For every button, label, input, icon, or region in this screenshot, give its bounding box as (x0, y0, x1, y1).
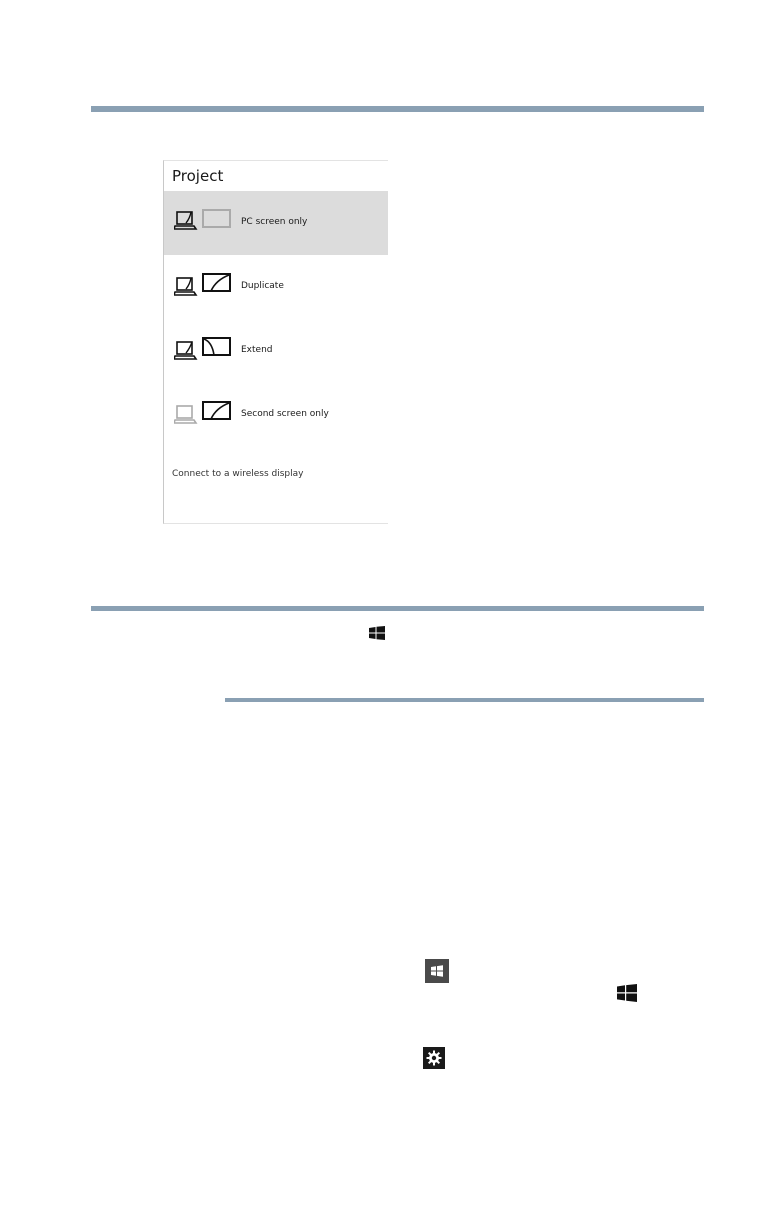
start-tile-icon (425, 959, 449, 983)
extend-icon (174, 336, 236, 369)
project-panel (163, 160, 388, 524)
connect-wireless-display-link[interactable]: Connect to a wireless display (172, 469, 304, 479)
option-label: Second screen only (241, 409, 329, 419)
option-label: PC screen only (241, 217, 308, 227)
option-second-screen-only[interactable] (164, 383, 388, 447)
settings-gear-icon (423, 1047, 445, 1069)
section-rule-top (91, 106, 704, 112)
section-rule-middle (91, 606, 704, 611)
pc-screen-only-icon (174, 208, 236, 241)
panel-title: Project (172, 167, 224, 185)
duplicate-icon (174, 272, 236, 305)
option-label: Duplicate (241, 281, 284, 291)
section-rule-sub (225, 698, 704, 702)
windows-logo-icon (617, 984, 637, 1007)
option-duplicate[interactable] (164, 255, 388, 319)
second-screen-only-icon (174, 400, 236, 433)
option-extend[interactable] (164, 319, 388, 383)
windows-logo-icon (369, 626, 385, 645)
option-label: Extend (241, 345, 273, 355)
option-pc-screen-only[interactable] (164, 191, 388, 255)
